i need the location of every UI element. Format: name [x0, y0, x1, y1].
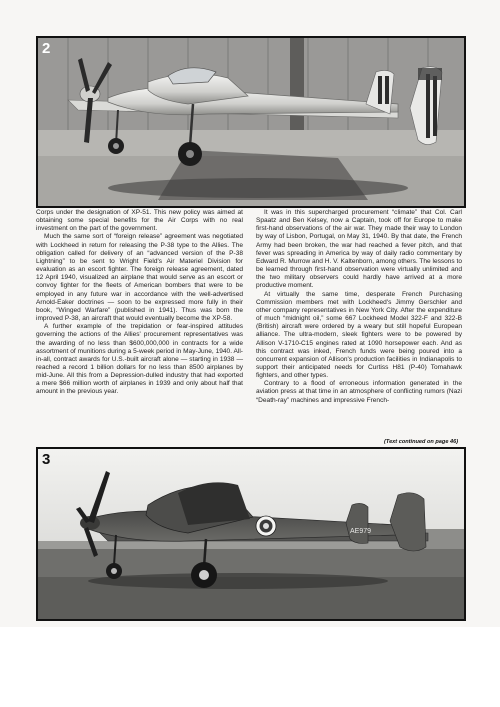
photo-p38-camouflage	[36, 447, 466, 621]
fuselage-serial: AE979	[350, 528, 372, 535]
page-bottom-margin	[0, 627, 500, 707]
aircraft-illustration-top	[38, 38, 464, 206]
figure-number-3: 3	[42, 451, 51, 468]
paragraph: Corps under the designation of XP-51. This new policy was aimed at obtaining some special benefits for the Air Corps with no real investment on the part of the government.	[36, 209, 243, 233]
paragraph: Much the same sort of “foreign release” agreement was negotiated with Lockheed in return for releasing the P-38 type to the Allies. The obligation called for delivery of an “advanced version of the P-38 Lightning” to be sent to Wright Field's Air Materiel Division for evaluation as an escort fighter. The foreign release agreement, dated 12 April 1940, visualized an airplane that would serve as an escort or convoy fighter for the fleets of American bombers that were to be employed in any future war in accordance with the well-advertised Arnold-Eaker doctrines — soon to be expressed more fully in their book, “Winged Warfare” (published in 1941). Thus was born the improved P-38, an aircraft that would eventually become the XP-58.	[36, 233, 243, 323]
paragraph: A further example of the trepidation or fear-inspired attitudes governing the actions of the Allies' procurement representatives was the awarding of no less than $600,000,000 in contracts for a wide assortment of munitions during a 5-week period in May-June, 1940. All-in-all, contract awards for U.S.-built aircraft alone — starting in 1938 — reached a record 1 billion dollars for no less than 8500 airplanes by mid-June. All this from a Depression-dulled industry that had exported a mere $66 million worth of airplanes in 1939 and only about half that amount in the previous year.	[36, 323, 243, 396]
photo-p38-natural-metal	[36, 36, 466, 208]
paragraph: At virtually the same time, desperate French Purchasing Commission members met with Lockheed's Jimmy Gerschler and other company representatives in New York City. After the expenditure of much “midnight oil,” some 667 Lockheed Model 322-F and 322-B (British) aircraft were ordered by a weary but still hopeful European alliance. The ultra-modern, sleek fighters were to be powered by Allison V-1710-C15 engines rated at 1090 horsepower each. And as this contract was inked, French funds were being poured into a concurrent expansion of Allison's production facilities in Indianapolis to support their anticipated needs for Curtiss H81 (P-40) Tomahawk fighters, and other types.	[256, 290, 462, 380]
article-left-column	[36, 209, 243, 397]
text-continued-note: (Text continued on page 46)	[384, 439, 459, 445]
article-right-column	[256, 209, 462, 405]
paragraph: Contrary to a flood of erroneous information generated in the aviation press at that time in an atmosphere of conflicting rumors (Nazi “Death-ray” machines and impressive French-	[256, 380, 462, 404]
figure-number-2: 2	[42, 40, 51, 57]
aircraft-illustration-bottom	[38, 449, 464, 619]
paragraph: It was in this supercharged procurement “climate” that Col. Carl Spaatz and Ben Kelsey, now a Captain, took off for Europe to make first-hand observations of the air war. They made their way to London by way of Lisbon, Portugal, on May 31, 1940. By that date, the French Army had been broken, the war had reached a fever pitch, and that fever was spreading in America by way of daily radio commentary by Edward R. Murrow and H. V. Kaltenborn, among others. The lessons to be learned through first-hand observation were virtually unlimited and the two military observers could hardly have arrived at a more productive moment.	[256, 209, 462, 290]
